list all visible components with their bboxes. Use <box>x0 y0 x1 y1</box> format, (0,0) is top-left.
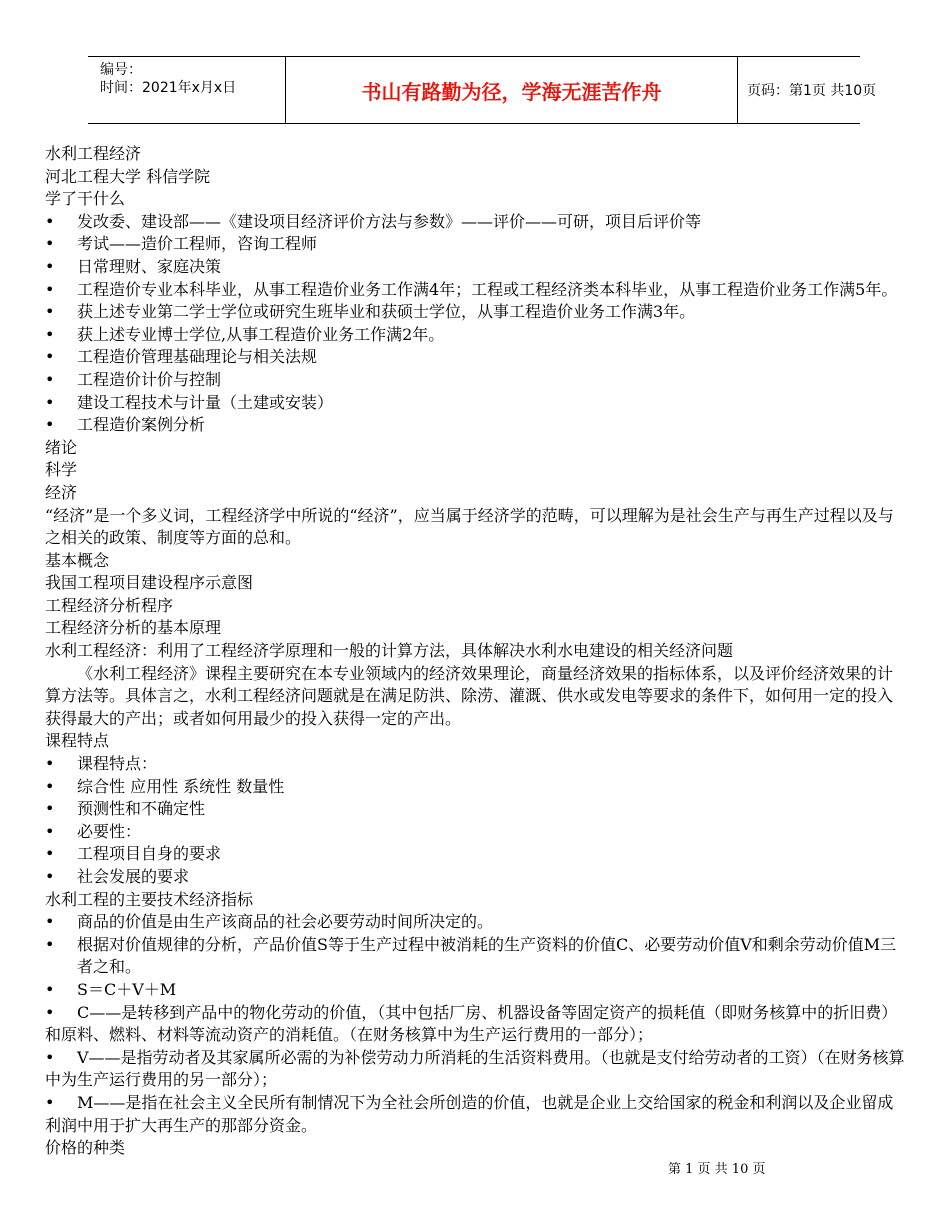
bullet-item <box>45 211 907 234</box>
text-line: 工程经济分析程序 <box>45 595 174 615</box>
bullet-item <box>45 301 907 324</box>
bullet-item <box>45 798 907 821</box>
header-page-number: 页码：第1页 共10页 <box>747 83 877 99</box>
bullet-marker: • <box>45 302 55 322</box>
text-line: “经济”是一个多义词，工程经济学中所说的“经济”，应当属于经济学的范畴，可以理解为是社会生产与再生产过程以及与之相关的政策、制度等方面的总和。 <box>45 505 894 548</box>
bullet-item <box>45 821 907 844</box>
bullet-marker: • <box>45 1002 55 1022</box>
bullet-item <box>45 979 907 1002</box>
bullet-text: 课程特点： <box>77 754 158 774</box>
bullet-marker: • <box>45 844 55 864</box>
bullet-marker: • <box>45 234 55 254</box>
bullet-marker: • <box>45 415 55 435</box>
bullet-item <box>45 256 907 279</box>
text-line: 价格的种类 <box>45 1138 126 1158</box>
bullet-text: 根据对价值规律的分析，产品价值S等于生产过程中被消耗的生产资料的价值C、必要劳动价值V和剩余劳动价值M三者之和。 <box>77 934 897 977</box>
text-line: 水利工程经济 <box>45 144 142 163</box>
bullet-text: 工程造价管理基础理论与相关法规 <box>77 347 318 367</box>
bullet-text: 社会发展的要求 <box>77 867 190 886</box>
bullet-marker: • <box>45 867 55 886</box>
header-number: 编号： <box>100 62 142 78</box>
page-header <box>88 56 877 124</box>
bullet-text: V——是指劳动者及其家属所必需的为补偿劳动力所消耗的生活资料费用。（也就是支付给劳动者的工资）（在财务核算中为生产运行费用的另一部分）； <box>45 1047 905 1090</box>
bullet-marker: • <box>45 369 55 389</box>
header-date: 时间：2021年x月x日 <box>100 80 237 96</box>
text-line: 我国工程项目建设程序示意图 <box>45 573 254 593</box>
bullet-marker: • <box>45 799 55 819</box>
bullet-item <box>45 369 907 392</box>
text-line: 学了干什么 <box>45 189 126 209</box>
bullet-item <box>45 1047 907 1092</box>
bullet-marker: • <box>45 912 55 932</box>
page-footer: 第 1 页 共 10 页 <box>668 1162 766 1177</box>
bullet-text: 商品的价值是由生产该商品的社会必要劳动时间所决定的。 <box>77 912 494 932</box>
bullet-item <box>45 346 907 369</box>
bullet-item <box>45 324 907 347</box>
bullet-item <box>45 776 907 799</box>
header-motto: 书山有路勤为径，学海无涯苦作舟 <box>285 57 738 123</box>
bullet-text: 必要性： <box>77 821 142 841</box>
bullet-text: 获上述专业博士学位,从事工程造价业务工作满2年。 <box>77 324 445 344</box>
bullet-marker: • <box>45 934 55 954</box>
bullet-text: S＝C＋V＋M <box>77 979 177 999</box>
bullet-item <box>45 414 907 437</box>
bullet-text: 工程项目自身的要求 <box>77 844 222 864</box>
bullet-marker: • <box>45 392 55 412</box>
bullet-item <box>45 753 907 776</box>
bullet-text: 发改委、建设部——《建设项目经济评价方法与参数》——评价——可研，项目后评价等 <box>77 211 702 231</box>
bullet-text: C——是转移到产品中的物化劳动的价值，（其中包括厂房、机器设备等固定资产的损耗值（即财务核算中的折旧费）和原料、燃料、材料等流动资产的消耗值。（在财务核算中为生产运行费用的一部分）； <box>45 1002 898 1045</box>
bullet-text: 工程造价专业本科毕业，从事工程造价业务工作满4年；工程或工程经济类本科毕业，从事工程造价业务工作满5年。 <box>77 279 898 299</box>
text-line: 绪论 <box>45 437 78 457</box>
bullet-text: 考试——造价工程师，咨询工程师 <box>77 234 318 254</box>
bullet-text: 建设工程技术与计量（土建或安装） <box>77 392 334 412</box>
bullet-marker: • <box>45 1047 55 1067</box>
bullet-item <box>45 934 907 979</box>
text-line: 水利工程的主要技术经济指标 <box>45 889 254 909</box>
bullet-item <box>45 279 907 302</box>
bullet-item <box>45 843 907 866</box>
bullet-marker: • <box>45 776 55 796</box>
bullet-item <box>45 1002 907 1047</box>
bullet-marker: • <box>45 347 55 367</box>
bullet-marker: • <box>45 979 55 999</box>
bullet-text: 获上述专业第二学士学位或研究生班毕业和获硕士学位，从事工程造价业务工作满3年。 <box>77 302 696 322</box>
bullet-marker: • <box>45 211 55 231</box>
bullet-marker: • <box>45 279 55 299</box>
document-body <box>45 143 907 1160</box>
bullet-marker: • <box>45 821 55 841</box>
bullet-marker: • <box>45 324 55 344</box>
bullet-text: 工程造价案例分析 <box>77 415 206 435</box>
bullet-marker: • <box>45 1092 55 1112</box>
text-line: 科学 <box>45 460 78 480</box>
bullet-text: 综合性 应用性 系统性 数量性 <box>77 776 285 796</box>
text-line: 工程经济分析的基本原理 <box>45 618 222 638</box>
bullet-item <box>45 866 907 889</box>
bullet-item <box>45 233 907 256</box>
text-line: 基本概念 <box>45 550 110 570</box>
bullet-marker: • <box>45 754 55 774</box>
text-line: 河北工程大学 科信学院 <box>45 166 211 186</box>
text-line: 课程特点 <box>45 731 110 751</box>
bullet-marker: • <box>45 256 55 276</box>
bullet-item <box>45 1092 907 1137</box>
bullet-text: 工程造价计价与控制 <box>77 369 222 389</box>
bullet-text: M——是指在社会主义全民所有制情况下为全社会所创造的价值，也就是企业上交给国家的税金和利润以及企业留成利润中用于扩大再生产的那部分资金。 <box>45 1092 894 1135</box>
text-line: 《水利工程经济》课程主要研究在本专业领域内的经济效果理论，商量经济效果的指标体系，以及评价经济效果的计算方法等。具体言之，水利工程经济问题就是在满足防洪、除涝、灌溉、供水或发电等要求的条件下，如何用一定的投入获得最大的产出；或者如何用最少的投入获得一定的产出。 <box>45 663 894 728</box>
text-line: 经济 <box>45 482 78 502</box>
text-line: 水利工程经济：利用了工程经济学原理和一般的计算方法，具体解决水利水电建设的相关经济问题 <box>45 641 734 661</box>
header-info <box>88 57 285 123</box>
bullet-text: 预测性和不确定性 <box>77 799 206 819</box>
bullet-item <box>45 392 907 415</box>
bullet-text: 日常理财、家庭决策 <box>77 256 222 276</box>
bullet-item <box>45 911 907 934</box>
